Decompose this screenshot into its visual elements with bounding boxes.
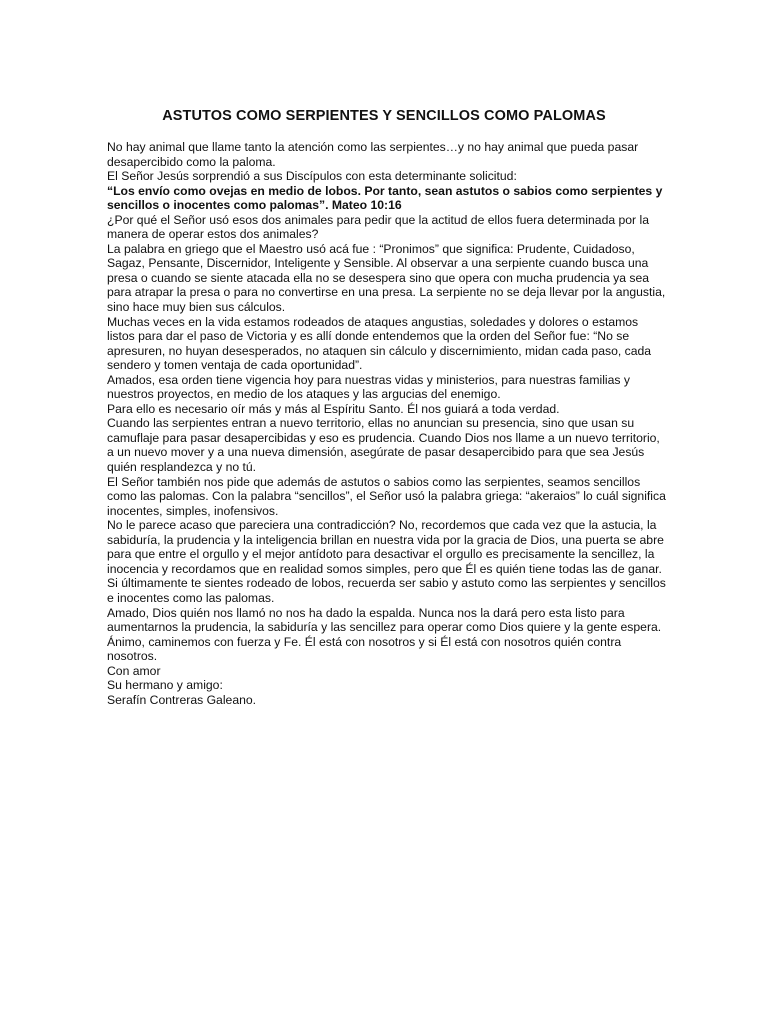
paragraph-8: Para ello es necesario oír más y más al Espíritu Santo. Él nos guiará a toda verdad. — [107, 401, 560, 416]
paragraph-7: Amados, esa orden tiene vigencia hoy para nuestras vidas y ministerios, para nuestras familias y nuestros proyectos, en medio de los ataques y las argucias del enemigo. — [107, 372, 630, 402]
paragraph-5: La palabra en griego que el Maestro usó acá fue : “Pronimos” que significa: Prudente, Cuidadoso, Sagaz, Pensante, Discernidor, Inteligente y Sensible. Al observar a una serpiente cuando busca una presa o cuando se siente atacada ella no se desespera sino que opera con mucha prudencia ya sea para atrapar la presa o para no convertirse en una presa. La serpiente no se deja llevar por la angustia, sino hace muy bien sus cálculos. — [107, 241, 666, 315]
paragraph-10: El Señor también nos pide que además de astutos o sabios como las serpientes, seamos sencillos como las palomas. Con la palabra “sencillos”, el Señor usó la palabra griega: “akeraios” lo cuál significa inocentes, simples, inofensivos. — [107, 474, 666, 518]
paragraph-11: No le parece acaso que pareciera una contradicción? No, recordemos que cada vez que la astucia, la sabiduría, la prudencia y la inteligencia brillan en nuestra vida por la gracia de Dios, una puerta se abre para que entre el orgullo y el mejor antídoto para desactivar el orgullo es precisamente la sencillez, la inocencia y recordamos que en realidad somos simples, pero que Él es quién tiene todas las de ganar. — [107, 518, 664, 576]
paragraph-14: Ánimo, caminemos con fuerza y Fe. Él está con nosotros y si Él está con nosotros quién contra nosotros. — [107, 634, 622, 664]
closing-line: Con amor — [107, 663, 161, 678]
signature-line: Su hermano y amigo: — [107, 678, 223, 693]
paragraph-13: Amado, Dios quién nos llamó no nos ha dado la espalda. Nunca nos la dará pero esta listo para aumentarnos la prudencia, la sabiduría y las sencillez para operar como Dios quiere y la gente espera. — [107, 605, 662, 635]
paragraph-6: Muchas veces en la vida estamos rodeados de ataques angustias, soledades y dolores o estamos listos para dar el paso de Victoria y es allí donde entendemos que la orden del Señor fue: “No se apresuren, no huyan desesperados, no ataquen sin cálculo y discernimiento, midan cada paso, cada sendero y tomen ventaja de cada oportunidad”. — [107, 314, 652, 373]
paragraph-1: No hay animal que llame tanto la atención como las serpientes…y no hay animal que pueda pasar desapercibido como la paloma. — [107, 140, 639, 169]
paragraph-2: El Señor Jesús sorprendió a sus Discípulos con esta determinante solicitud: — [107, 169, 517, 184]
document-body — [107, 140, 667, 707]
paragraph-12: Si últimamente te sientes rodeado de lobos, recuerda ser sabio y astuto como las serpientes y sencillos e inocentes como las palomas. — [107, 576, 666, 605]
bible-quote: “Los envío como ovejas en medio de lobos. Por tanto, sean astutos o sabios como serpientes y sencillos o inocentes como palomas”. Mateo 10:16 — [107, 183, 663, 213]
paragraph-9: Cuando las serpientes entran a nuevo territorio, ellas no anuncian su presencia, sino que usan su camuflaje para pasar desapercibidas y eso es prudencia. Cuando Dios nos llame a un nuevo territorio, a un nuevo mover y a una nueva dimensión, asegúrate de pasar desapercibido para que sea Jesús quién resplandezca y no tú. — [107, 416, 660, 475]
author-name: Serafín Contreras Galeano. — [107, 692, 257, 707]
document-title: ASTUTOS COMO SERPIENTES Y SENCILLOS COMO PALOMAS — [162, 108, 606, 124]
paragraph-4: ¿Por qué el Señor usó esos dos animales para pedir que la actitud de ellos fuera determinada por la manera de operar estos dos animales? — [107, 212, 649, 242]
